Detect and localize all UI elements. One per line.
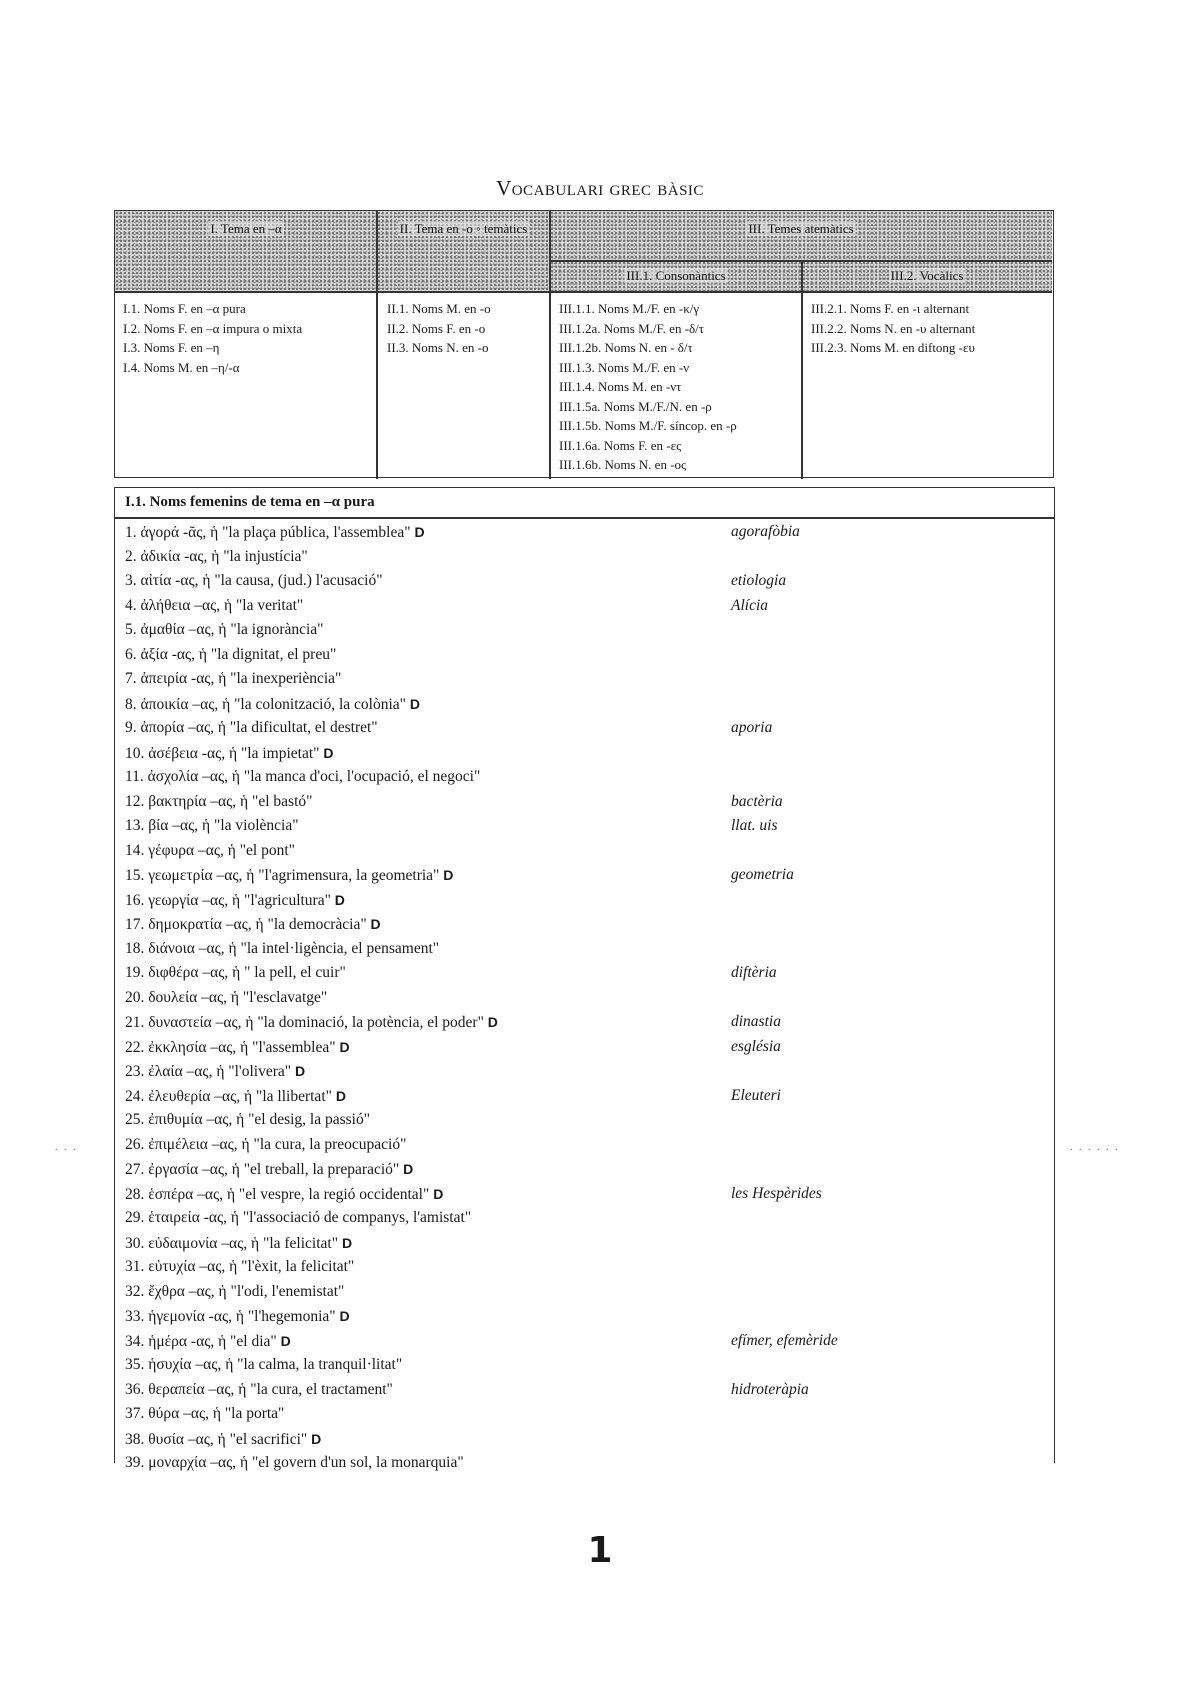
summary-item: II.3. Noms N. en -o: [387, 340, 489, 355]
entry-text: [125, 692, 420, 718]
d-marker: D: [311, 1430, 322, 1447]
entry-text: [125, 814, 299, 839]
entry-text: [125, 1378, 393, 1403]
greek-word-definition: 6. ἀξία -ας, ἡ "la dignitat, el preu": [125, 645, 337, 663]
summary-item: III.1.5b. Noms M./F. síncop. en -ρ: [559, 418, 737, 433]
entry-text: [125, 1108, 370, 1133]
vocabulary-entry: [125, 1255, 1045, 1280]
greek-word-definition: 27. ἐργασία –ας, ἡ "el treball, la preparació": [125, 1161, 400, 1178]
vocabulary-entry: [125, 667, 1045, 692]
d-marker: D: [403, 1161, 414, 1177]
d-marker: D: [294, 1063, 306, 1079]
entry-text: [125, 790, 312, 815]
entry-text: [125, 1231, 352, 1257]
vocabulary-entry: [125, 1010, 1045, 1035]
entry-text: [125, 1304, 350, 1330]
column-divider: [549, 211, 551, 479]
entry-text: [125, 888, 345, 914]
greek-word-definition: 32. ἔχθρα –ας, ἡ "l'odi, l'enemistat": [125, 1282, 345, 1300]
entry-text: [125, 1182, 443, 1208]
d-marker: D: [339, 1038, 350, 1055]
scan-artifact-dots: . . .: [55, 1142, 78, 1153]
section-heading: I.1. Noms femenins de tema en –α pura: [125, 494, 375, 510]
entry-text: [125, 1035, 350, 1061]
page-title: Vocabulari grec bàsic: [496, 176, 704, 200]
summary-item: III.1.2b. Noms N. en - δ/τ: [559, 340, 693, 355]
summary-item: I.2. Noms F. en –α impura o mixta: [123, 320, 303, 336]
greek-word-definition: 10. ἀσέβεια -ας, ἡ "la impietat": [125, 744, 320, 762]
greek-word-definition: 3. αἰτία -ας, ἡ "la causa, (jud.) l'acusació": [125, 572, 383, 589]
d-marker: D: [280, 1332, 291, 1349]
derivative-word: llat. uis: [731, 817, 778, 834]
vocabulary-entry: [125, 569, 1045, 594]
vocabulary-entry: [125, 692, 1045, 717]
row-divider: [115, 291, 1052, 293]
entry-text: [125, 667, 341, 692]
greek-word-definition: 39. μοναρχία –ας, ἡ "el govern d'un sol, la monarquia": [125, 1454, 464, 1471]
vocabulary-entry: [125, 1206, 1045, 1231]
vocabulary-entry: [125, 618, 1045, 643]
vocabulary-entry: [125, 961, 1045, 986]
entry-text: [125, 1010, 498, 1036]
greek-word-definition: 20. δουλεία –ας, ἡ "l'esclavatge": [125, 988, 328, 1006]
entry-text: [125, 1280, 344, 1305]
entry-text: [125, 1451, 464, 1476]
scan-artifact-dots: . . . . . .: [1070, 1142, 1120, 1153]
entry-text: [125, 1133, 406, 1158]
vocabulary-entry: [125, 716, 1045, 741]
entry-text: [125, 1206, 471, 1231]
vocabulary-entry: [125, 1182, 1045, 1207]
greek-word-definition: 5. ἀμαθία –ας, ἡ "la ignorància": [125, 621, 324, 638]
entry-text: [125, 1329, 291, 1355]
summary-item: III.2.2. Noms N. en -υ alternant: [811, 320, 976, 336]
greek-word-definition: 9. ἀπορία –ας, ἡ "la dificultat, el destret": [125, 719, 378, 736]
greek-word-definition: 19. διφθέρα –ας, ἡ " la pell, el cuir": [125, 964, 346, 981]
d-marker: D: [443, 867, 454, 883]
entry-text: [125, 1157, 413, 1183]
vocabulary-entry: [125, 1231, 1045, 1256]
derivative-word: bactèria: [731, 792, 783, 810]
greek-word-definition: 33. ἡγεμονία -ας, ἡ "l'hegemonia": [125, 1308, 336, 1325]
d-marker: D: [414, 524, 425, 540]
vocabulary-entry: [125, 765, 1045, 790]
header-tema-a: I. Tema en –α: [115, 211, 377, 291]
vocabulary-entry: [125, 814, 1045, 839]
column-divider: [376, 211, 378, 479]
vocabulary-entry: [125, 1133, 1045, 1158]
greek-word-definition: 7. ἀπειρία -ας, ἡ "la inexperiència": [125, 670, 342, 687]
greek-word-definition: 2. ἀδικία -ας, ἡ "la injustícia": [125, 547, 308, 565]
entry-text: [125, 618, 324, 643]
entry-text: [125, 937, 439, 962]
vocabulary-entry: [125, 1353, 1045, 1378]
summary-item: III.1.4. Noms M. en -ντ: [559, 379, 682, 394]
greek-word-definition: 25. ἐπιθυμία –ας, ἡ "el desig, la passió": [125, 1111, 371, 1128]
vocabulary-entry: [125, 912, 1045, 937]
vocabulary-entry: [125, 1329, 1045, 1354]
summary-item: I.3. Noms F. en –η: [123, 340, 220, 355]
entry-text: [125, 986, 327, 1011]
greek-word-definition: 36. θεραπεία –ας, ἡ "la cura, el tractament": [125, 1380, 393, 1398]
divider: [115, 517, 1054, 519]
greek-word-definition: 13. βία –ας, ἡ "la violència": [125, 817, 299, 834]
derivative-word: agorafòbia: [731, 523, 800, 540]
greek-word-definition: 17. δημοκρατία –ας, ἡ "la democràcia": [125, 916, 367, 933]
summary-item: III.1.6a. Noms F. en -ες: [559, 437, 682, 453]
greek-word-definition: 8. ἀποικία –ας, ἡ "la colonització, la colònia": [125, 695, 406, 713]
vocabulary-entry: [125, 1378, 1045, 1403]
entry-text: [125, 1427, 321, 1453]
header-atematics: III. Temes atemàtics: [550, 211, 1052, 261]
vocabulary-entry: [125, 545, 1045, 570]
greek-word-definition: 24. ἐλευθερία –ας, ἡ "la llibertat": [125, 1087, 332, 1105]
tema-a-list: [123, 299, 302, 377]
summary-item: III.2.1. Noms F. en -ι alternant: [811, 301, 970, 316]
derivative-word: Alícia: [731, 596, 769, 614]
greek-word-definition: 38. θυσία –ας, ἡ "el sacrifici": [125, 1430, 308, 1448]
vocabulary-entry: [125, 1451, 1045, 1476]
greek-word-definition: 30. εὐδαιμονία –ας, ἡ "la felicitat": [125, 1234, 339, 1252]
greek-word-definition: 14. γέφυρα –ας, ἡ "el pont": [125, 841, 295, 859]
entry-text: [125, 1353, 402, 1378]
entry-text: [125, 839, 295, 864]
greek-word-definition: 23. ἐλαία –ας, ἡ "l'olivera": [125, 1063, 292, 1080]
derivative-word: etiologia: [731, 572, 787, 589]
greek-word-definition: 21. δυναστεία –ας, ἡ "la dominació, la potència, el poder": [125, 1014, 484, 1031]
entry-text: [125, 765, 480, 790]
entry-text: [125, 1084, 346, 1110]
vocabulary-entry: [125, 839, 1045, 864]
summary-item: III.2.3. Noms M. en diftong -ευ: [811, 340, 975, 355]
greek-word-definition: 31. εὐτυχία –ας, ἡ "l'èxit, la felicitat": [125, 1258, 355, 1275]
greek-word-definition: 4. ἀλήθεια –ας, ἡ "la veritat": [125, 596, 304, 614]
entry-text: [125, 1059, 305, 1085]
entry-text: [125, 863, 453, 889]
entry-text: [125, 961, 346, 986]
d-marker: D: [335, 1087, 346, 1104]
entry-text: [125, 912, 381, 938]
greek-word-definition: 28. ἑσπέρα –ας, ἡ "el vespre, la regió occidental": [125, 1185, 430, 1203]
vocabulary-entry: [125, 1402, 1045, 1427]
vocabulary-entry: [125, 1084, 1045, 1109]
vocabulary-entry: [125, 986, 1045, 1011]
summary-item: I.1. Noms F. en –α pura: [123, 301, 246, 316]
vocabulary-entry: [125, 937, 1045, 962]
derivative-word: dinastia: [731, 1013, 781, 1030]
greek-word-definition: 1. ἀγορά -ᾶς, ἡ "la plaça pública, l'assemblea": [125, 524, 411, 541]
entry-text: [125, 741, 333, 767]
row-divider: [549, 260, 1052, 262]
greek-word-definition: 11. ἀσχολία –ας, ἡ "la manca d'oci, l'ocupació, el negoci": [125, 768, 481, 785]
greek-word-definition: 37. θύρα –ας, ἡ "la porta": [125, 1405, 285, 1422]
summary-item: III.1.2a. Noms M./F. en -δ/τ: [559, 320, 704, 336]
entry-text: [125, 643, 336, 668]
vocabulary-list: [125, 520, 1045, 1476]
vocabulary-entry: [125, 1035, 1045, 1060]
entry-text: [125, 545, 308, 570]
vocabulary-entry: [125, 863, 1045, 888]
greek-word-definition: 18. διάνοια –ας, ἡ "la intel·ligència, el pensament": [125, 939, 440, 957]
d-marker: D: [341, 1234, 353, 1251]
vocabulary-entry: [125, 1304, 1045, 1329]
derivative-word: geometria: [731, 866, 794, 883]
greek-word-definition: 35. ἡσυχία –ας, ἡ "la calma, la tranquil·litat": [125, 1356, 403, 1373]
derivative-word: hidroteràpia: [731, 1380, 809, 1398]
greek-word-definition: 26. ἐπιμέλεια –ας, ἡ "la cura, la preocupació": [125, 1135, 407, 1153]
derivative-word: efímer, efemèride: [731, 1331, 838, 1349]
vocabulary-entry: [125, 594, 1045, 619]
entry-text: [125, 1255, 354, 1280]
consonantics-list: [559, 299, 737, 475]
vocabulary-entry: [125, 1059, 1045, 1084]
header-tema-o: II. Tema en -o ◦ temàtics: [377, 211, 550, 291]
header-consonantics: III.1. Consonàntics: [550, 261, 802, 291]
summary-item: III.1.6b. Noms N. en -ος: [559, 457, 687, 472]
declension-summary-table: [114, 210, 1054, 478]
greek-word-definition: 29. ἑταιρεία -ας, ἡ "l'associació de companys, l'amistat": [125, 1209, 472, 1226]
entry-text: [125, 594, 303, 619]
derivative-word: Eleuteri: [731, 1086, 781, 1104]
entry-text: [125, 520, 425, 546]
page-number: 1: [587, 1530, 613, 1571]
greek-word-definition: 15. γεωμετρία –ας, ἡ "l'agrimensura, la geometria": [125, 867, 440, 884]
vocabulary-entry: [125, 741, 1045, 766]
derivative-word: diftèria: [731, 964, 777, 981]
summary-item: II.2. Noms F. en -o: [387, 320, 486, 336]
greek-word-definition: 16. γεωργία –ας, ἡ "l'agricultura": [125, 891, 331, 909]
derivative-word: les Hespèrides: [731, 1184, 822, 1202]
vocabulary-entry: [125, 1157, 1045, 1182]
vocalics-list: [811, 299, 975, 358]
entry-text: [125, 569, 383, 594]
vocabulary-entry: [125, 520, 1045, 545]
vocabulary-entry: [125, 643, 1045, 668]
d-marker: D: [339, 1308, 350, 1324]
vocabulary-entry: [125, 1427, 1045, 1452]
entry-text: [125, 716, 378, 741]
d-marker: D: [409, 695, 420, 712]
tema-o-list: [387, 299, 491, 358]
summary-item: III.1.1. Noms M./F. en -κ/γ: [559, 301, 700, 316]
column-divider: [801, 261, 803, 479]
summary-item: III.1.3. Noms M./F. en -ν: [559, 359, 690, 375]
vocabulary-entry: [125, 1108, 1045, 1133]
vocabulary-entry: [125, 1280, 1045, 1305]
summary-item: III.1.5a. Noms M./F./N. en -ρ: [559, 398, 712, 414]
vocabulary-entry: [125, 888, 1045, 913]
entry-text: [125, 1402, 284, 1427]
d-marker: D: [370, 916, 381, 932]
derivative-word: església: [731, 1037, 781, 1055]
d-marker: D: [433, 1185, 444, 1202]
vocabulary-section: [114, 487, 1055, 1471]
greek-word-definition: 34. ἡμέρα -ας, ἡ "el dia": [125, 1332, 277, 1350]
greek-word-definition: 12. βακτηρία –ας, ἡ "el bastó": [125, 792, 313, 810]
header-vocalics: III.2. Vocàlics: [802, 261, 1052, 291]
summary-item: I.4. Noms M. en –η/-α: [123, 359, 240, 375]
d-marker: D: [487, 1014, 498, 1030]
greek-word-definition: 22. ἐκκλησία –ας, ἡ "l'assemblea": [125, 1038, 336, 1056]
derivative-word: aporia: [731, 719, 773, 736]
d-marker: D: [334, 891, 345, 908]
d-marker: D: [323, 744, 334, 761]
summary-item: II.1. Noms M. en -o: [387, 301, 491, 316]
vocabulary-entry: [125, 790, 1045, 815]
